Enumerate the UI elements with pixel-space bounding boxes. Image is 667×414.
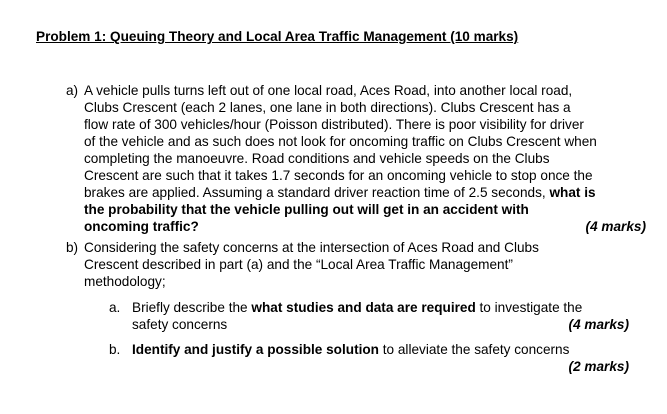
- part-a-line-7: [84, 184, 646, 201]
- part-a-line-8: [84, 201, 646, 218]
- subquestion-b-a-label: a.: [109, 300, 121, 315]
- subquestion-b-b: [109, 341, 629, 375]
- part-a-line-7-bold: what is: [549, 185, 596, 200]
- part-a-marks: (4 marks): [585, 219, 646, 234]
- subquestion-b-a-line-2: [132, 316, 629, 333]
- part-b-body: [84, 239, 646, 290]
- subquestion-b-a-line-1: [132, 299, 629, 316]
- part-b-line-1: Considering the safety concerns at the intersection of Aces Road and Clubs: [84, 240, 539, 255]
- part-b-line-2: Crescent described in part (a) and the “Local Area Traffic Management”: [84, 257, 513, 272]
- part-a-label: a): [66, 83, 79, 98]
- subquestion-b-a-body: [132, 299, 629, 333]
- subquestion-b-b-line-1: [132, 341, 629, 358]
- part-b-label: b): [66, 240, 79, 255]
- part-a-line-2: Clubs Crescent (each 2 lanes, one lane in both directions). Clubs Crescent has a: [84, 100, 571, 115]
- part-a-line-9-bold: oncoming traffic?: [84, 219, 199, 234]
- part-a-line-8-bold: the probability that the vehicle pulling out will get in an accident with: [84, 202, 529, 217]
- subquestion-b-b-marks: (2 marks): [568, 359, 629, 374]
- part-a-line-9: [84, 218, 646, 235]
- question-part-a: [66, 82, 646, 235]
- part-b-line-3: methodology;: [84, 274, 166, 289]
- question-part-b: [66, 239, 646, 290]
- part-a-line-7-text: brakes are applied. Assuming a standard driver reaction time of 2.5 seconds,: [84, 185, 550, 200]
- subquestion-b-a-marks: (4 marks): [568, 317, 629, 332]
- subquestion-b-b-line-2: [132, 358, 629, 375]
- subquestion-b-a-pre: Briefly describe the: [132, 300, 252, 315]
- part-a-body: [84, 82, 646, 235]
- part-a-line-5: completing the manoeuvre. Road conditions and vehicle speeds on the Clubs: [84, 151, 550, 166]
- subquestion-b-a-line-2-text: safety concerns: [132, 317, 228, 332]
- subquestion-b-a-bold: what studies and data are required: [251, 300, 476, 315]
- subquestion-b-b-body: [132, 341, 629, 375]
- part-a-line-3: flow rate of 300 vehicles/hour (Poisson distributed). There is poor visibility for driver: [84, 117, 584, 132]
- subquestion-b-b-post: to alleviate the safety concerns: [378, 342, 570, 357]
- subquestion-b-a: [109, 299, 629, 333]
- part-a-line-1: A vehicle pulls turns left out of one local road, Aces Road, into another local road,: [84, 83, 573, 98]
- problem-title: Problem 1: Queuing Theory and Local Area Traffic Management (10 marks): [36, 29, 519, 44]
- subquestion-b-a-post: to investigate the: [475, 300, 583, 315]
- part-a-line-4: of the vehicle and as such does not look for oncoming traffic on Clubs Crescent when: [84, 134, 597, 149]
- part-a-line-6: Crescent are such that it takes 1.7 seconds for an oncoming vehicle to stop once the: [84, 168, 593, 183]
- subquestion-b-b-bold: Identify and justify a possible solution: [132, 342, 379, 357]
- subquestion-b-b-label: b.: [109, 342, 121, 357]
